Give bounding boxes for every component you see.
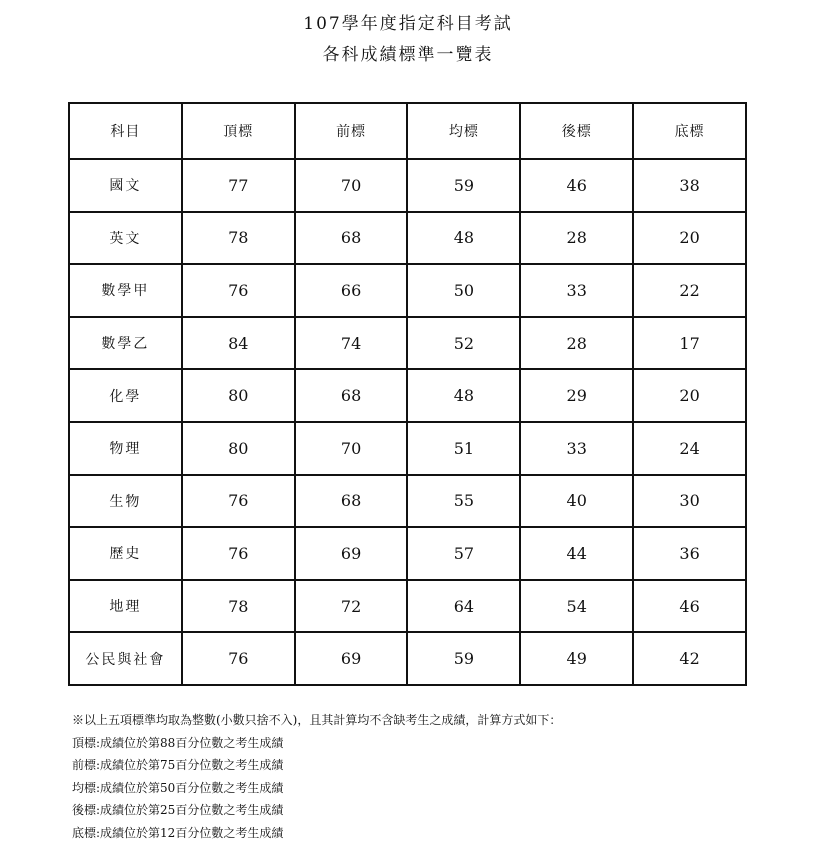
header-average: 均標 [407, 103, 520, 159]
score-cell: 78 [182, 212, 295, 265]
note-line: 均標:成績位於第50百分位數之考生成績 [72, 780, 284, 795]
table-row [69, 264, 746, 317]
score-cell: 51 [407, 422, 520, 475]
score-cell: 30 [633, 475, 746, 528]
header-subject: 科目 [69, 103, 182, 159]
score-cell: 68 [295, 369, 408, 422]
score-cell: 80 [182, 369, 295, 422]
subject-cell: 公民與社會 [69, 632, 182, 685]
score-cell: 17 [633, 317, 746, 370]
note-line: 頂標:成績位於第88百分位數之考生成績 [72, 735, 284, 750]
score-cell: 44 [520, 527, 633, 580]
score-cell: 54 [520, 580, 633, 633]
score-cell: 69 [295, 527, 408, 580]
header-top: 頂標 [182, 103, 295, 159]
table-body [69, 159, 746, 685]
score-cell: 74 [295, 317, 408, 370]
header-front: 前標 [295, 103, 408, 159]
header-back: 後標 [520, 103, 633, 159]
score-cell: 38 [633, 159, 746, 212]
score-cell: 48 [407, 212, 520, 265]
score-cell: 48 [407, 369, 520, 422]
score-cell: 55 [407, 475, 520, 528]
score-cell: 46 [520, 159, 633, 212]
score-cell: 20 [633, 369, 746, 422]
score-cell: 33 [520, 264, 633, 317]
score-cell: 76 [182, 475, 295, 528]
document-title: 107學年度指定科目考試 [303, 14, 513, 34]
subject-cell: 歷史 [69, 527, 182, 580]
document-subtitle: 各科成績標準一覽表 [322, 45, 494, 65]
score-cell: 69 [295, 632, 408, 685]
score-cell: 70 [295, 422, 408, 475]
score-cell: 36 [633, 527, 746, 580]
score-cell: 72 [295, 580, 408, 633]
score-cell: 78 [182, 580, 295, 633]
score-cell: 66 [295, 264, 408, 317]
score-cell: 28 [520, 317, 633, 370]
score-standards-table [68, 102, 747, 686]
note-line: ※以上五項標準均取為整數(小數只捨不入)，且其計算均不含缺考生之成績，計算方式如下： [72, 713, 562, 727]
note-line: 前標:成績位於第75百分位數之考生成績 [72, 758, 284, 773]
score-cell: 64 [407, 580, 520, 633]
subject-cell: 地理 [69, 580, 182, 633]
score-cell: 28 [520, 212, 633, 265]
score-cell: 57 [407, 527, 520, 580]
note-line: 底標:成績位於第12百分位數之考生成績 [72, 825, 284, 840]
subject-cell: 數學乙 [69, 317, 182, 370]
table-row [69, 317, 746, 370]
score-cell: 84 [182, 317, 295, 370]
score-cell: 52 [407, 317, 520, 370]
table-row [69, 580, 746, 633]
subject-cell: 化學 [69, 369, 182, 422]
note-line: 後標:成績位於第25百分位數之考生成績 [72, 803, 284, 818]
table-row [69, 159, 746, 212]
table-row [69, 369, 746, 422]
subject-cell: 數學甲 [69, 264, 182, 317]
score-cell: 42 [633, 632, 746, 685]
score-cell: 46 [633, 580, 746, 633]
score-cell: 33 [520, 422, 633, 475]
score-cell: 68 [295, 475, 408, 528]
score-cell: 49 [520, 632, 633, 685]
score-cell: 59 [407, 159, 520, 212]
table-row [69, 527, 746, 580]
score-cell: 22 [633, 264, 746, 317]
score-cell: 80 [182, 422, 295, 475]
score-cell: 77 [182, 159, 295, 212]
table-header-row [69, 103, 746, 159]
score-cell: 20 [633, 212, 746, 265]
subject-cell: 物理 [69, 422, 182, 475]
table-row [69, 632, 746, 685]
header-bottom: 底標 [633, 103, 746, 159]
score-cell: 29 [520, 369, 633, 422]
notes [72, 709, 561, 845]
score-cell: 68 [295, 212, 408, 265]
subject-cell: 國文 [69, 159, 182, 212]
score-cell: 76 [182, 264, 295, 317]
table-row [69, 422, 746, 475]
score-cell: 76 [182, 632, 295, 685]
score-cell: 24 [633, 422, 746, 475]
score-cell: 70 [295, 159, 408, 212]
table-row [69, 475, 746, 528]
subject-cell: 生物 [69, 475, 182, 528]
score-cell: 59 [407, 632, 520, 685]
subject-cell: 英文 [69, 212, 182, 265]
score-cell: 40 [520, 475, 633, 528]
score-cell: 76 [182, 527, 295, 580]
score-cell: 50 [407, 264, 520, 317]
table-row [69, 212, 746, 265]
